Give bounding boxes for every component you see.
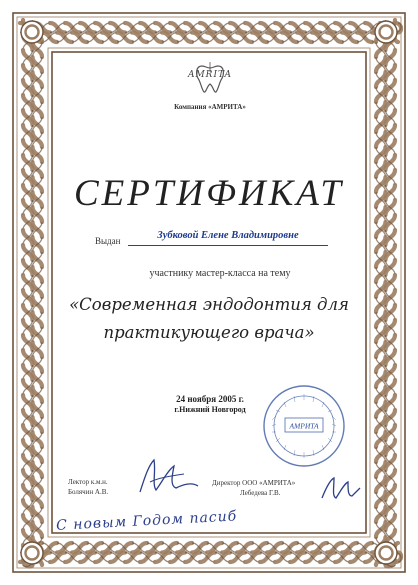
handwritten-note: С новым Годом пасиб — [55, 508, 238, 534]
topic-intro: участнику мастер-класса на тему — [149, 268, 291, 279]
lecturer-name: Болячин А.В. — [68, 488, 109, 496]
certificate-title: СЕРТИФИКАТ — [74, 173, 344, 214]
issued-label: Выдан — [95, 236, 121, 246]
certificate-date: 24 ноября 2005 г. — [176, 394, 244, 404]
round-stamp-icon — [258, 380, 350, 472]
director-title: Директор ООО «АМРИТА» — [212, 479, 296, 487]
director-name: Лебедева Г.В. — [240, 489, 281, 497]
recipient-underline — [128, 245, 328, 246]
director-signature-icon — [318, 474, 362, 504]
logo-wordmark: AMRITA — [187, 70, 233, 80]
lecturer-title: Лектор к.м.н. — [68, 478, 108, 486]
topic-line-2: практикующего врача» — [103, 323, 315, 342]
company-line: Компания «АМРИТА» — [174, 103, 246, 111]
recipient-name: Зубковой Елене Владимировне — [157, 230, 299, 241]
stamp-center-text: АМРИТА — [289, 421, 319, 431]
topic-line-1: «Современная эндодонтия для — [69, 295, 349, 314]
lecturer-signature-icon — [134, 452, 204, 502]
certificate-city: г.Нижний Новгород — [174, 405, 246, 414]
